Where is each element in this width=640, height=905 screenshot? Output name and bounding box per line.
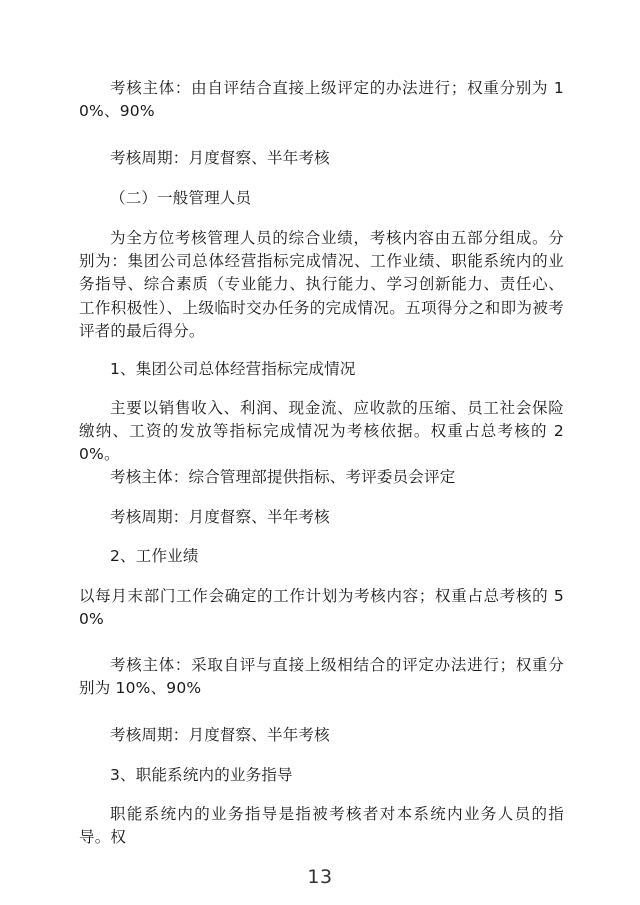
paragraph-assessment-subject-3: 考核主体：采取自评与直接上级相结合的评定办法进行；权重分别为 10%、90% [79, 656, 564, 698]
paragraph-assessment-period-1: 考核周期：月度督察、半年考核 [110, 149, 330, 167]
paragraph-assessment-subject-2: 考核主体：综合管理部提供指标、考评委员会评定 [110, 468, 456, 486]
paragraph-business-guidance-definition: 职能系统内的业务指导是指被考核者对本系统内业务人员的指导。权 [79, 805, 564, 847]
paragraph-work-plan-content: 以每月末部门工作会确定的工作计划为考核内容；权重占总考核的 50% [79, 587, 564, 629]
paragraph-assessment-overview: 为全方位考核管理人员的综合业绩，考核内容由五部分组成。分别为：集团公司总体经营指标完成情况、工作业绩、职能系统内的业务指导、综合素质（专业能力、执行能力、学习创新能力、责任心、工作积极性）、上级临时交办任务的完成情况。五项得分之和即为被考评者的最后得分。 [79, 229, 564, 340]
paragraph-assessment-subject-1: 考核主体：由自评结合直接上级评定的办法进行；权重分别为 10%、90% [79, 79, 564, 121]
subheading-group-business-indicators: 1、集团公司总体经营指标完成情况 [110, 360, 356, 378]
section-heading-general-managers: （二）一般管理人员 [110, 189, 252, 207]
paragraph-business-indicators-basis: 主要以销售收入、利润、现金流、应收款的压缩、员工社会保险缴纳、工资的发放等指标完成情况为考核依据。权重占总考核的 20%。 [79, 399, 564, 464]
subheading-business-guidance: 3、职能系统内的业务指导 [110, 766, 293, 784]
subheading-work-performance: 2、工作业绩 [110, 547, 199, 565]
paragraph-assessment-period-2: 考核周期：月度督察、半年考核 [110, 508, 330, 526]
paragraph-assessment-period-3: 考核周期：月度督察、半年考核 [110, 726, 330, 744]
page-number: 13 [307, 866, 333, 888]
